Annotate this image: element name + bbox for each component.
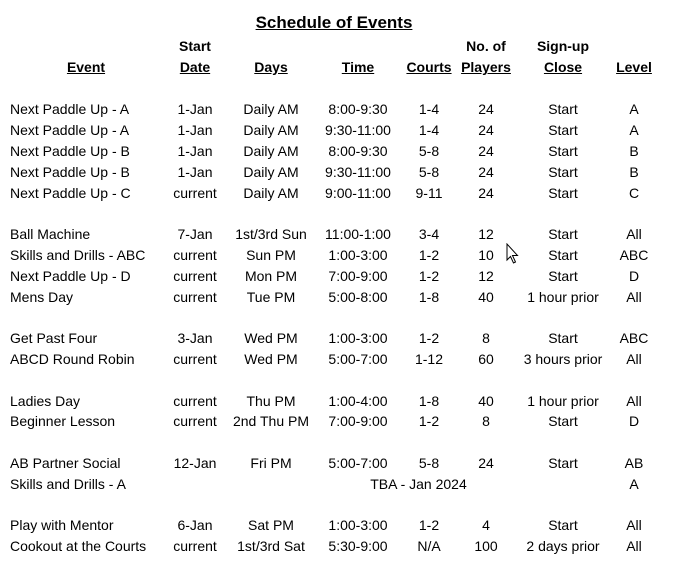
- cell-days: Daily AM: [243, 143, 299, 159]
- cell-event: Next Paddle Up - D: [10, 268, 131, 284]
- cell-start: 7-Jan: [177, 226, 213, 242]
- cell-signup: Start: [548, 268, 578, 284]
- cell-players: 24: [478, 143, 494, 159]
- cell-note: TBA - Jan 2024: [370, 476, 467, 492]
- header-players-line2: Players: [461, 59, 511, 75]
- cell-event: Beginner Lesson: [10, 413, 116, 429]
- cell-event: Next Paddle Up - C: [10, 185, 131, 201]
- cell-courts: 5-8: [418, 143, 440, 159]
- header-players: [455, 36, 517, 78]
- cell-start: current: [173, 538, 217, 554]
- cell-start: current: [173, 185, 217, 201]
- cell-time: 9:30-11:00: [325, 122, 391, 138]
- header-signup-line2: Close: [543, 59, 583, 75]
- cell-time: 5:00-8:00: [328, 289, 388, 305]
- cell-signup: 1 hour prior: [527, 393, 599, 409]
- cell-level: AB: [624, 455, 644, 471]
- cell-days: Tue PM: [246, 289, 296, 305]
- cell-start: current: [173, 393, 217, 409]
- cell-days: 2nd Thu PM: [232, 413, 309, 429]
- cell-event: AB Partner Social: [10, 455, 121, 471]
- header-time: [318, 57, 398, 78]
- cell-level: A: [629, 476, 639, 492]
- cell-event: Next Paddle Up - B: [10, 164, 130, 180]
- cell-event: Mens Day: [10, 289, 74, 305]
- cell-days: Daily AM: [243, 101, 299, 117]
- cell-start: current: [173, 268, 217, 284]
- page-title: Schedule of Events: [255, 13, 413, 32]
- cell-players: 24: [478, 164, 494, 180]
- cell-players: 100: [474, 538, 498, 554]
- cell-signup: 2 days prior: [526, 538, 600, 554]
- cell-players: 24: [478, 185, 494, 201]
- cell-level: B: [629, 164, 639, 180]
- cell-days: Daily AM: [243, 122, 299, 138]
- cell-level: All: [626, 226, 642, 242]
- cell-days: Wed PM: [244, 330, 298, 346]
- cell-players: 12: [478, 268, 494, 284]
- cell-courts: 5-8: [418, 455, 440, 471]
- cell-start: 1-Jan: [177, 164, 213, 180]
- cell-courts: 1-4: [418, 101, 440, 117]
- cell-time: 5:30-9:00: [328, 538, 388, 554]
- cell-level: D: [628, 268, 640, 284]
- cell-days: 1st/3rd Sat: [237, 538, 305, 554]
- cell-start: current: [173, 247, 217, 263]
- cell-level: All: [626, 351, 642, 367]
- cell-event: Get Past Four: [10, 330, 98, 346]
- cell-time: 9:30-11:00: [325, 164, 391, 180]
- cell-start: current: [173, 351, 217, 367]
- header-start-line1: Start: [179, 38, 211, 54]
- header-players-line1: No. of: [466, 38, 506, 54]
- mouse-pointer-icon: [506, 243, 519, 264]
- cell-signup: Start: [548, 101, 578, 117]
- cell-time: 9:00-11:00: [325, 185, 391, 201]
- cell-level: C: [628, 185, 640, 201]
- cell-courts: 1-2: [418, 268, 440, 284]
- cell-players: 40: [478, 393, 494, 409]
- cell-event: Play with Mentor: [10, 517, 114, 533]
- cell-players: 12: [478, 226, 494, 242]
- cell-players: 4: [482, 517, 490, 533]
- cell-players: 8: [482, 413, 490, 429]
- cell-courts: N/A: [417, 538, 441, 554]
- cell-event: ABCD Round Robin: [10, 351, 135, 367]
- cell-players: 40: [478, 289, 494, 305]
- cell-level: All: [626, 538, 642, 554]
- cell-event: Skills and Drills - ABC: [10, 247, 146, 263]
- cell-start: current: [173, 413, 217, 429]
- cell-signup: Start: [548, 164, 578, 180]
- cell-start: 1-Jan: [177, 122, 213, 138]
- cell-signup: Start: [548, 122, 578, 138]
- header-signup-line1: Sign-up: [536, 38, 590, 54]
- cell-days: Daily AM: [243, 185, 299, 201]
- cell-courts: 1-2: [418, 413, 440, 429]
- cell-courts: 1-8: [418, 289, 440, 305]
- header-time-line1: Time: [341, 59, 375, 75]
- cell-courts: 1-2: [418, 330, 440, 346]
- cell-signup: Start: [548, 226, 578, 242]
- cell-level: ABC: [619, 247, 649, 263]
- cell-days: Wed PM: [244, 351, 298, 367]
- cell-signup: 1 hour prior: [527, 289, 599, 305]
- cell-event: Next Paddle Up - A: [10, 101, 130, 117]
- cell-courts: 9-11: [415, 185, 443, 201]
- cell-event: Ball Machine: [10, 226, 91, 242]
- cell-start: 12-Jan: [173, 455, 217, 471]
- cell-players: 10: [478, 247, 494, 263]
- cell-time: 11:00-1:00: [325, 226, 391, 242]
- cell-level: All: [626, 289, 642, 305]
- cell-level: B: [629, 143, 639, 159]
- cell-courts: 1-2: [418, 247, 440, 263]
- cell-start: current: [173, 289, 217, 305]
- cell-time: 8:00-9:30: [328, 101, 388, 117]
- header-courts-line1: Courts: [406, 59, 452, 75]
- cell-time: 7:00-9:00: [328, 268, 388, 284]
- cell-signup: Start: [548, 330, 578, 346]
- cell-event: Cookout at the Courts: [10, 538, 147, 554]
- header-days: [236, 57, 306, 78]
- cell-level: ABC: [619, 330, 649, 346]
- cell-players: 24: [478, 455, 494, 471]
- header-level: [608, 57, 660, 78]
- cell-start: 6-Jan: [177, 517, 213, 533]
- header-signup: [520, 36, 606, 78]
- cell-time: 1:00-3:00: [328, 247, 388, 263]
- cell-days: Thu PM: [246, 393, 296, 409]
- cell-courts: 1-8: [418, 393, 440, 409]
- cell-players: 24: [478, 101, 494, 117]
- cell-days: Fri PM: [250, 455, 292, 471]
- cell-players: 60: [478, 351, 494, 367]
- cell-signup: Start: [548, 413, 578, 429]
- header-days-line1: Days: [254, 59, 288, 75]
- header-courts: [400, 57, 458, 78]
- cell-days: Daily AM: [243, 164, 299, 180]
- cell-level: A: [629, 101, 639, 117]
- cell-event: Next Paddle Up - B: [10, 143, 130, 159]
- cell-time: 7:00-9:00: [328, 413, 388, 429]
- header-start-line2: Date: [179, 59, 211, 75]
- header-start-date: [165, 36, 225, 78]
- cell-signup: Start: [548, 143, 578, 159]
- cell-signup: Start: [548, 185, 578, 201]
- cell-time: 5:00-7:00: [328, 455, 388, 471]
- cell-event: Skills and Drills - A: [10, 476, 126, 492]
- cell-time: 8:00-9:30: [328, 143, 388, 159]
- cell-signup: Start: [548, 455, 578, 471]
- cell-start: 1-Jan: [177, 101, 213, 117]
- cell-players: 8: [482, 330, 490, 346]
- cell-level: A: [629, 122, 639, 138]
- cell-time: 1:00-3:00: [328, 330, 388, 346]
- cell-signup: 3 hours prior: [523, 351, 603, 367]
- cell-time: 1:00-4:00: [328, 393, 388, 409]
- cell-event: Ladies Day: [10, 393, 81, 409]
- cell-level: All: [626, 393, 642, 409]
- cell-courts: 3-4: [418, 226, 440, 242]
- cell-level: D: [628, 413, 640, 429]
- cell-signup: Start: [548, 247, 578, 263]
- cell-courts: 1-2: [418, 517, 440, 533]
- cell-time: 5:00-7:00: [328, 351, 388, 367]
- cell-players: 24: [478, 122, 494, 138]
- cell-signup: Start: [548, 517, 578, 533]
- cell-event: Next Paddle Up - A: [10, 122, 130, 138]
- cell-courts: 1-12: [414, 351, 444, 367]
- header-event-line1: Event: [66, 59, 106, 75]
- cell-days: Sun PM: [246, 247, 296, 263]
- cell-time: 1:00-3:00: [328, 517, 388, 533]
- cell-days: Sat PM: [248, 517, 294, 533]
- cell-courts: 5-8: [418, 164, 440, 180]
- header-level-line1: Level: [616, 59, 652, 75]
- cell-level: All: [626, 517, 642, 533]
- cell-days: Mon PM: [244, 268, 298, 284]
- cell-courts: 1-4: [418, 122, 440, 138]
- cell-start: 3-Jan: [177, 330, 213, 346]
- cell-start: 1-Jan: [177, 143, 213, 159]
- cell-days: 1st/3rd Sun: [235, 226, 307, 242]
- header-event: [48, 57, 124, 78]
